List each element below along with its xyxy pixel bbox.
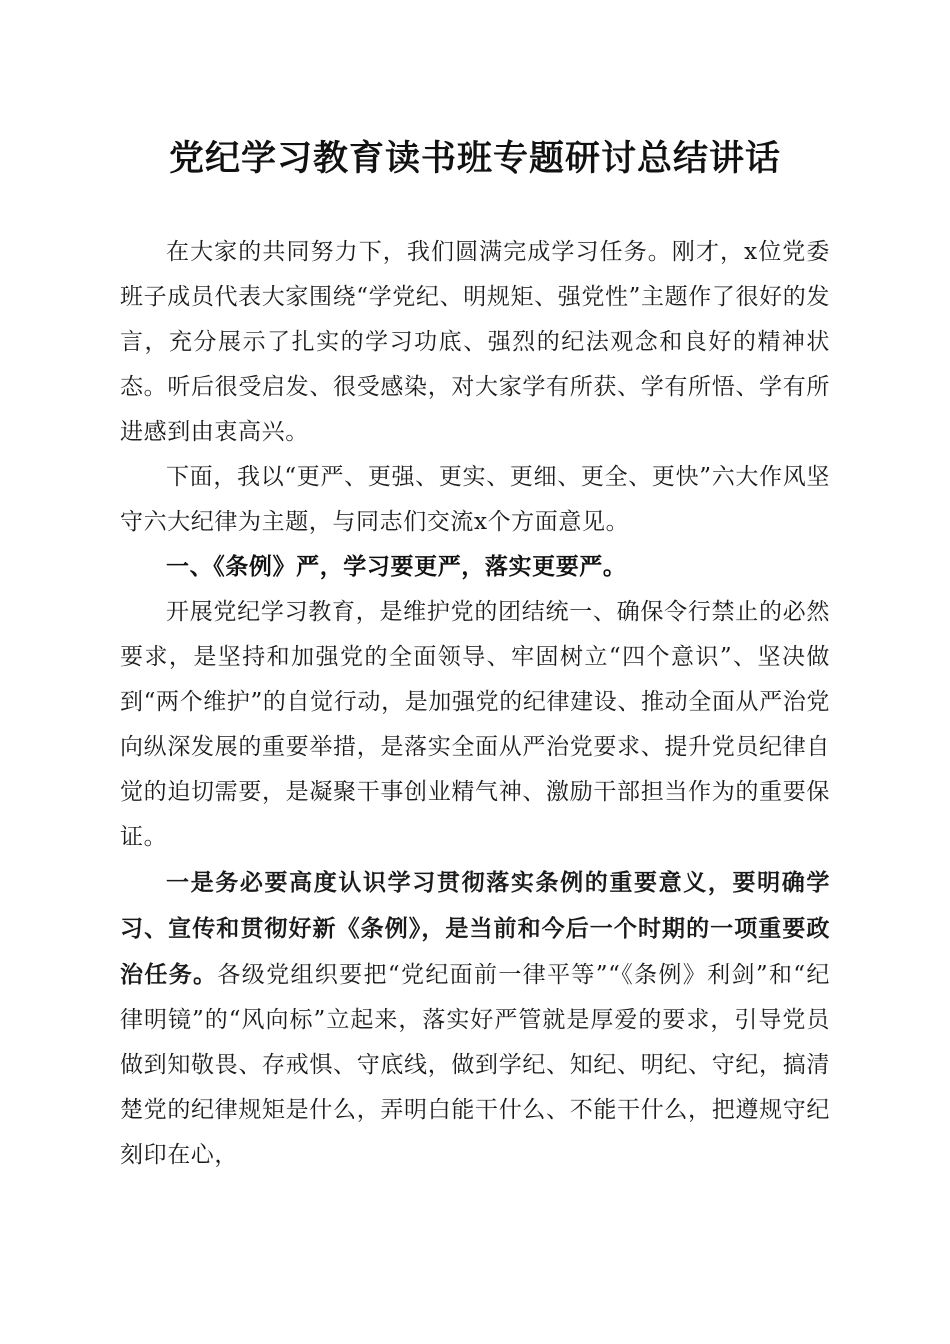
paragraph-significance: 开展党纪学习教育，是维护党的团结统一、确保令行禁止的必然要求，是坚持和加强党的全面领导、牢固树立“四个意识”、坚决做到“两个维护”的自觉行动，是加强党的纪律建设、推动全面从严治党向纵深发展的重要举措，是落实全面从严治党要求、提升党员纪律自觉的迫切需要，是凝聚干事创业精气神、激励干部担当作为的重要保证。 xyxy=(120,599,830,850)
paragraph-intro: 在大家的共同努力下，我们圆满完成学习任务。刚才，x位党委班子成员代表大家围绕“学党纪、明规矩、强党性”主题作了很好的发言，充分展示了扎实的学习功底、强烈的纪法观念和良好的精神状态。听后很受启发、很受感染，对大家学有所获、学有所悟、学有所进感到由衷高兴。 xyxy=(120,239,830,445)
paragraph-point-1-text: 各级党组织要把“党纪面前一律平等”“《条例》利剑”和“纪律明镜”的“风向标”立起来，落实好严管就是厚爱的要求，引导党员做到知敬畏、存戒惧、守底线，做到学纪、知纪、明纪、守纪，搞清楚党的纪律规矩是什么，弄明白能干什么、不能干什么，把遵规守纪刻印在心， xyxy=(120,962,830,1168)
section-heading-1: 一、《条例》严，学习要更严，落实更要严。 xyxy=(166,554,627,580)
paragraph-topic: 下面，我以“更严、更强、更实、更细、更全、更快”六大作风坚守六大纪律为主题，与同志们交流x个方面意见。 xyxy=(120,464,830,535)
document-title: 党纪学习教育读书班专题研讨总结讲话 xyxy=(168,138,781,179)
paragraph-point-1-lead: 一是务必要高度认识学习贯彻落实条例的重要意义，要明确学习、宣传和贯彻好新《条例》，是当前和今后一个时期的一项重要政治任务。 xyxy=(120,869,830,988)
paragraph-point-1 xyxy=(120,860,830,1178)
document-page xyxy=(120,0,830,1344)
document-body xyxy=(120,230,830,1178)
